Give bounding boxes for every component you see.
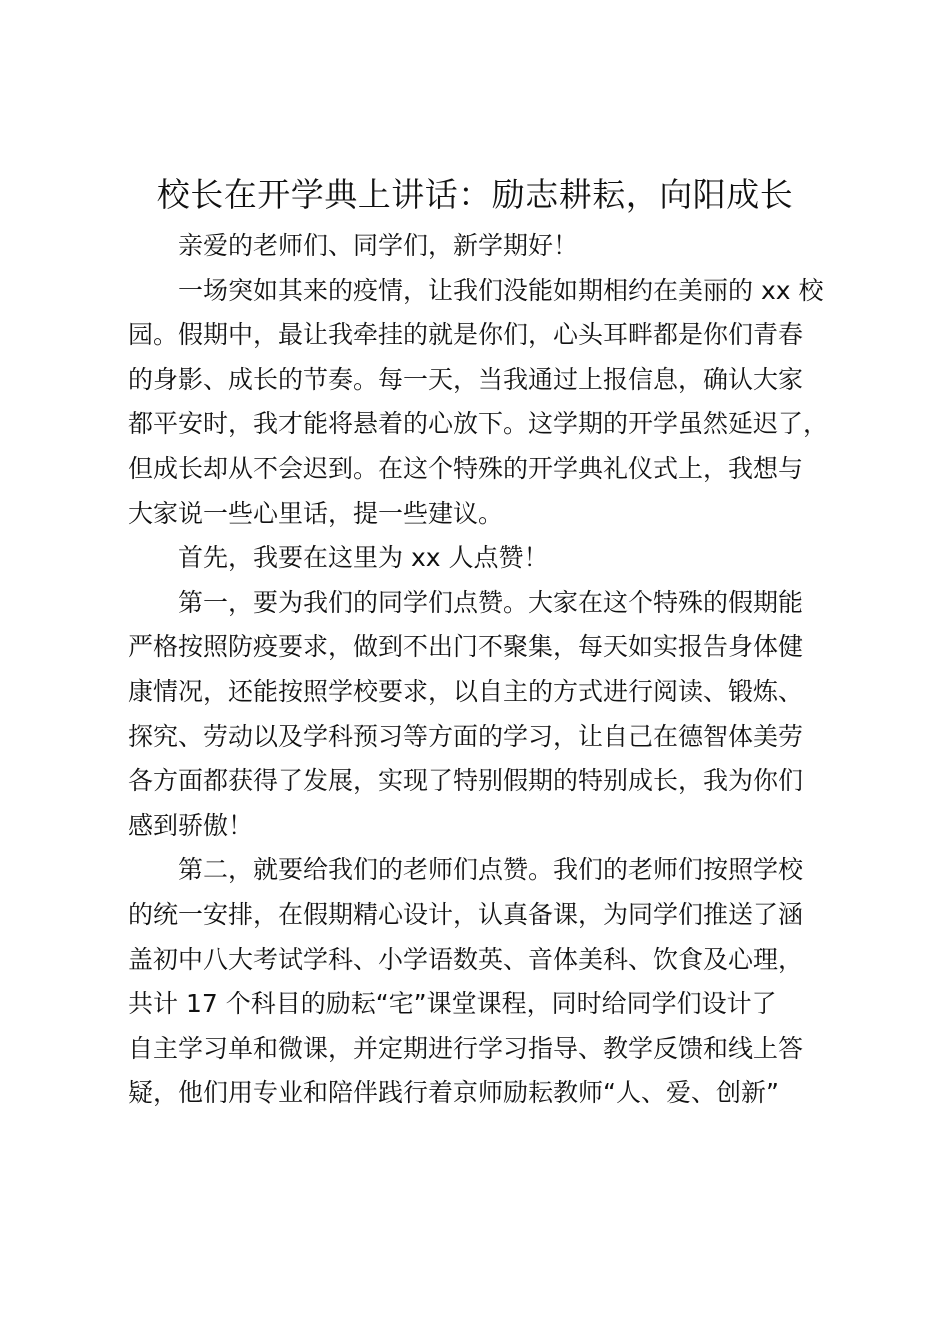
paragraph-line: 但成长却从不会迟到。在这个特殊的开学典礼仪式上，我想与 (128, 453, 804, 483)
paragraph-line: 严格按照防疫要求，做到不出门不聚集，每天如实报告身体健 (128, 632, 804, 662)
paragraph (128, 224, 838, 269)
paragraph-line: 第一，要为我们的同学们点赞。大家在这个特殊的假期能 (178, 587, 804, 617)
paragraph-line: 首先，我要在这里为 xx 人点赞！ (178, 543, 549, 573)
paragraph-line: 的统一安排，在假期精心设计，认真备课，为同学们推送了涵 (128, 899, 804, 929)
paragraph-line: 探究、劳动以及学科预习等方面的学习，让自己在德智体美劳 (128, 721, 804, 751)
document-title: 校长在开学典上讲话：励志耕耘，向阳成长 (156, 175, 794, 214)
paragraph-line: 亲爱的老师们、同学们，新学期好！ (178, 231, 579, 260)
paragraph-line: 感到骄傲！ (128, 810, 254, 840)
document-body (128, 224, 838, 1116)
paragraph-line: 大家说一些心里话，提一些建议。 (128, 498, 504, 528)
paragraph-line: 第二，就要给我们的老师们点赞。我们的老师们按照学校 (178, 855, 804, 885)
paragraph-line: 园。假期中，最让我牵挂的就是你们，心头耳畔都是你们青春 (128, 320, 804, 350)
paragraph-line: 的身影、成长的节奏。每一天，当我通过上报信息，确认大家 (128, 364, 804, 394)
paragraph-line: 疑，他们用专业和陪伴践行着京师励耘教师“人、爱、创新” (128, 1078, 779, 1108)
paragraph (128, 536, 838, 581)
paragraph-line: 都平安时，我才能将悬着的心放下。这学期的开学虽然延迟了， (128, 409, 829, 439)
paragraph (128, 581, 838, 849)
paragraph (128, 848, 838, 1116)
paragraph-line: 一场突如其来的疫情，让我们没能如期相约在美丽的 xx 校 (178, 275, 824, 305)
paragraph-line: 盖初中八大考试学科、小学语数英、音体美科、饮食及心理， (128, 944, 804, 974)
paragraph-line: 康情况，还能按照学校要求，以自主的方式进行阅读、锻炼、 (128, 676, 804, 706)
paragraph (128, 269, 838, 537)
paragraph-line: 共计 17 个科目的励耘“宅”课堂课程，同时给同学们设计了 (128, 989, 777, 1019)
paragraph-line: 各方面都获得了发展，实现了特别假期的特别成长，我为你们 (128, 766, 804, 796)
paragraph-line: 自主学习单和微课，并定期进行学习指导、教学反馈和线上答 (128, 1033, 804, 1063)
